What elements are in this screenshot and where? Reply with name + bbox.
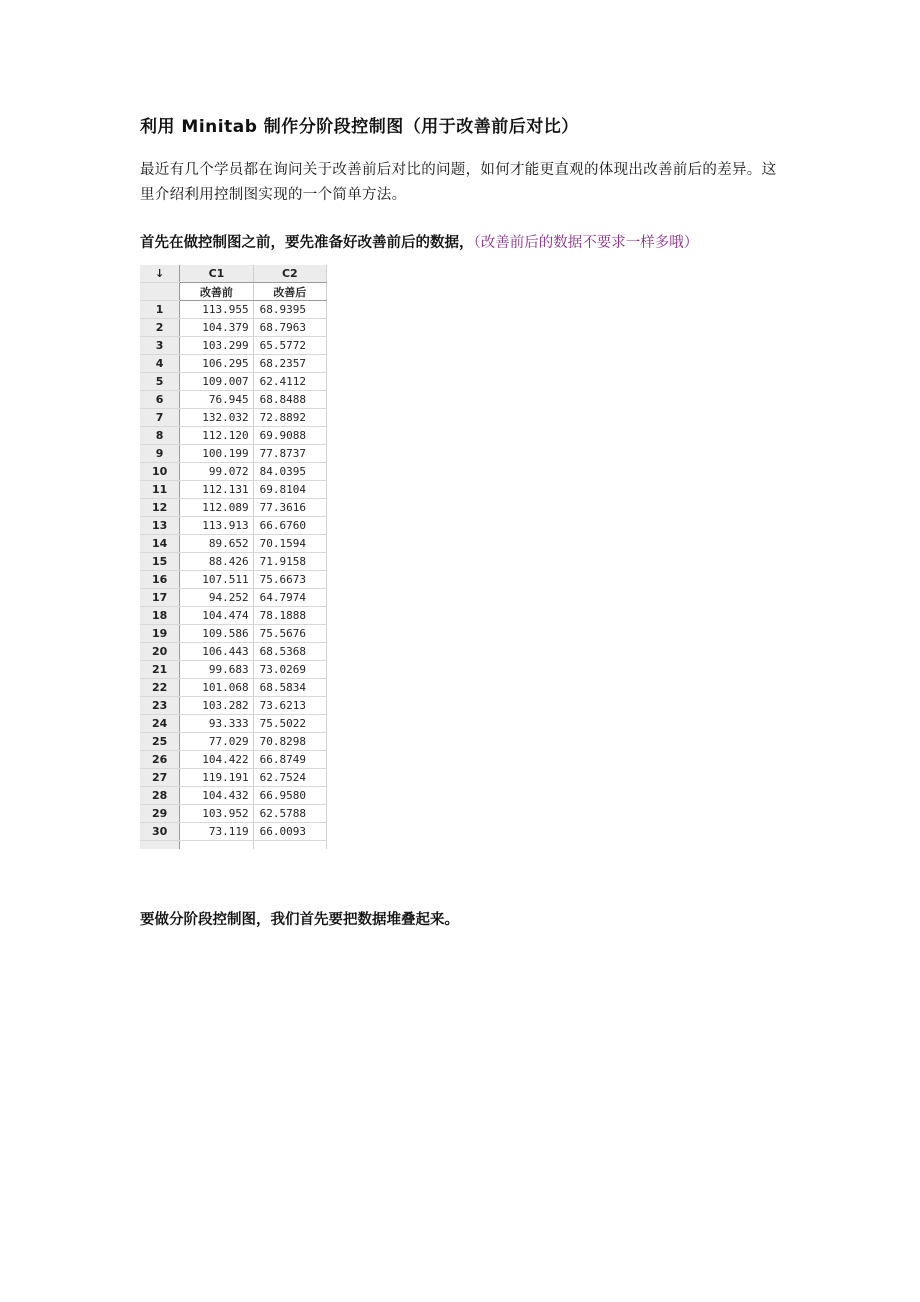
cell-c1[interactable]: 106.295: [180, 355, 253, 373]
table-row: [140, 787, 327, 805]
table-row: [140, 301, 327, 319]
table-row: [140, 427, 327, 445]
table-row: [140, 661, 327, 679]
cell-c1[interactable]: 89.652: [180, 535, 253, 553]
cell-c2[interactable]: 66.6760: [253, 517, 326, 535]
cell-c2[interactable]: 73.0269: [253, 661, 326, 679]
cell-c2[interactable]: 77.3616: [253, 499, 326, 517]
cell-c2[interactable]: 78.1888: [253, 607, 326, 625]
cell-c2[interactable]: 62.7524: [253, 769, 326, 787]
lead-paragraph: [140, 231, 698, 252]
cell-c1[interactable]: 113.955: [180, 301, 253, 319]
cell-c2[interactable]: 69.9088: [253, 427, 326, 445]
cell-c1[interactable]: 76.945: [180, 391, 253, 409]
table-row: [140, 589, 327, 607]
cell-c1[interactable]: 99.683: [180, 661, 253, 679]
table-row: [140, 715, 327, 733]
cell-c2[interactable]: 68.7963: [253, 319, 326, 337]
row-number[interactable]: 10: [140, 463, 180, 481]
cell-c2[interactable]: 66.0093: [253, 823, 326, 841]
table-row: [140, 517, 327, 535]
lead-text: 首先在做控制图之前，要先准备好改善前后的数据，: [140, 235, 474, 251]
stack-instruction: 要做分阶段控制图，我们首先要把数据堆叠起来。: [140, 912, 459, 928]
cell-c2[interactable]: 68.2357: [253, 355, 326, 373]
table-row: [140, 481, 327, 499]
row-number[interactable]: 26: [140, 751, 180, 769]
page-title: 利用 Minitab 制作分阶段控制图（用于改善前后对比）: [140, 117, 579, 137]
row-number[interactable]: 2: [140, 319, 180, 337]
cell-c2[interactable]: 84.0395: [253, 463, 326, 481]
row-number[interactable]: 7: [140, 409, 180, 427]
row-number[interactable]: 22: [140, 679, 180, 697]
cell-c1[interactable]: 103.282: [180, 697, 253, 715]
cell-c1[interactable]: 119.191: [180, 769, 253, 787]
cell-c2[interactable]: 66.8749: [253, 751, 326, 769]
row-number[interactable]: 27: [140, 769, 180, 787]
table-row: [140, 355, 327, 373]
empty-cell[interactable]: [253, 841, 326, 850]
empty-row: [140, 841, 327, 850]
cell-c1[interactable]: 104.379: [180, 319, 253, 337]
row-number[interactable]: 24: [140, 715, 180, 733]
table-row: [140, 751, 327, 769]
row-number[interactable]: 30: [140, 823, 180, 841]
lead-note: （改善前后的数据不要求一样多哦）: [473, 235, 699, 251]
table-row: [140, 697, 327, 715]
cell-c1[interactable]: 103.299: [180, 337, 253, 355]
cell-c2[interactable]: 71.9158: [253, 553, 326, 571]
table-row: [140, 625, 327, 643]
cell-c1[interactable]: 77.029: [180, 733, 253, 751]
cell-c1[interactable]: 112.131: [180, 481, 253, 499]
cell-c1[interactable]: 93.333: [180, 715, 253, 733]
table-row: [140, 535, 327, 553]
cell-c1[interactable]: 109.007: [180, 373, 253, 391]
intro-paragraph: 最近有几个学员都在询问关于改善前后对比的问题，如何才能更直观的体现出改善前后的差异。这里介绍利用控制图实现的一个简单方法。: [140, 162, 777, 203]
cell-c2[interactable]: 68.9395: [253, 301, 326, 319]
cell-c2[interactable]: 75.5676: [253, 625, 326, 643]
row-number[interactable]: 6: [140, 391, 180, 409]
empty-cell[interactable]: [140, 841, 180, 850]
column-id-c1[interactable]: C1: [180, 265, 253, 283]
row-number[interactable]: 9: [140, 445, 180, 463]
row-number[interactable]: 19: [140, 625, 180, 643]
row-number[interactable]: 4: [140, 355, 180, 373]
cell-c1[interactable]: 103.952: [180, 805, 253, 823]
table-row: [140, 607, 327, 625]
cell-c1[interactable]: 104.432: [180, 787, 253, 805]
row-number[interactable]: 3: [140, 337, 180, 355]
row-number[interactable]: 25: [140, 733, 180, 751]
cell-c2[interactable]: 73.6213: [253, 697, 326, 715]
worksheet-body: [140, 301, 327, 850]
cell-c1[interactable]: 94.252: [180, 589, 253, 607]
row-number[interactable]: 5: [140, 373, 180, 391]
cell-c1[interactable]: 104.474: [180, 607, 253, 625]
cell-c2[interactable]: 68.8488: [253, 391, 326, 409]
cell-c1[interactable]: 99.072: [180, 463, 253, 481]
cell-c1[interactable]: 106.443: [180, 643, 253, 661]
row-number[interactable]: 16: [140, 571, 180, 589]
table-row: [140, 553, 327, 571]
cell-c1[interactable]: 88.426: [180, 553, 253, 571]
table-row: [140, 805, 327, 823]
row-number[interactable]: 14: [140, 535, 180, 553]
table-row: [140, 337, 327, 355]
row-number[interactable]: 18: [140, 607, 180, 625]
table-row: [140, 733, 327, 751]
cell-c1[interactable]: 132.032: [180, 409, 253, 427]
sort-arrow-icon[interactable]: ↓: [140, 265, 180, 283]
cell-c1[interactable]: 107.511: [180, 571, 253, 589]
table-row: [140, 679, 327, 697]
cell-c1[interactable]: 104.422: [180, 751, 253, 769]
cell-c2[interactable]: 72.8892: [253, 409, 326, 427]
cell-c1[interactable]: 109.586: [180, 625, 253, 643]
table-row: [140, 445, 327, 463]
cell-c2[interactable]: 69.8104: [253, 481, 326, 499]
table-row: [140, 823, 327, 841]
table-row: [140, 319, 327, 337]
cell-c2[interactable]: 68.5834: [253, 679, 326, 697]
column-name-c1[interactable]: 改善前: [180, 283, 253, 301]
cell-c2[interactable]: 77.8737: [253, 445, 326, 463]
column-name-row-header: [140, 283, 180, 301]
row-number[interactable]: 20: [140, 643, 180, 661]
table-row: [140, 373, 327, 391]
cell-c1[interactable]: 112.120: [180, 427, 253, 445]
cell-c2[interactable]: 70.1594: [253, 535, 326, 553]
cell-c2[interactable]: 75.6673: [253, 571, 326, 589]
cell-c1[interactable]: 73.119: [180, 823, 253, 841]
column-name-c2[interactable]: 改善后: [253, 283, 326, 301]
row-number[interactable]: 29: [140, 805, 180, 823]
row-number[interactable]: 11: [140, 481, 180, 499]
cell-c2[interactable]: 64.7974: [253, 589, 326, 607]
cell-c1[interactable]: 100.199: [180, 445, 253, 463]
table-row: [140, 643, 327, 661]
row-number[interactable]: 15: [140, 553, 180, 571]
cell-c2[interactable]: 62.5788: [253, 805, 326, 823]
table-row: [140, 571, 327, 589]
row-number[interactable]: 12: [140, 499, 180, 517]
cell-c2[interactable]: 68.5368: [253, 643, 326, 661]
table-row: [140, 769, 327, 787]
row-number[interactable]: 1: [140, 301, 180, 319]
cell-c1[interactable]: 113.913: [180, 517, 253, 535]
cell-c2[interactable]: 70.8298: [253, 733, 326, 751]
row-number[interactable]: 28: [140, 787, 180, 805]
table-row: [140, 409, 327, 427]
row-number[interactable]: 17: [140, 589, 180, 607]
table-row: [140, 463, 327, 481]
cell-c1[interactable]: 112.089: [180, 499, 253, 517]
row-number[interactable]: 8: [140, 427, 180, 445]
empty-cell[interactable]: [180, 841, 253, 850]
worksheet-table: [140, 265, 327, 849]
table-row: [140, 499, 327, 517]
row-number[interactable]: 21: [140, 661, 180, 679]
column-id-c2[interactable]: C2: [253, 265, 326, 283]
cell-c2[interactable]: 75.5022: [253, 715, 326, 733]
cell-c2[interactable]: 62.4112: [253, 373, 326, 391]
row-number[interactable]: 23: [140, 697, 180, 715]
table-row: [140, 391, 327, 409]
cell-c1[interactable]: 101.068: [180, 679, 253, 697]
cell-c2[interactable]: 66.9580: [253, 787, 326, 805]
cell-c2[interactable]: 65.5772: [253, 337, 326, 355]
row-number[interactable]: 13: [140, 517, 180, 535]
